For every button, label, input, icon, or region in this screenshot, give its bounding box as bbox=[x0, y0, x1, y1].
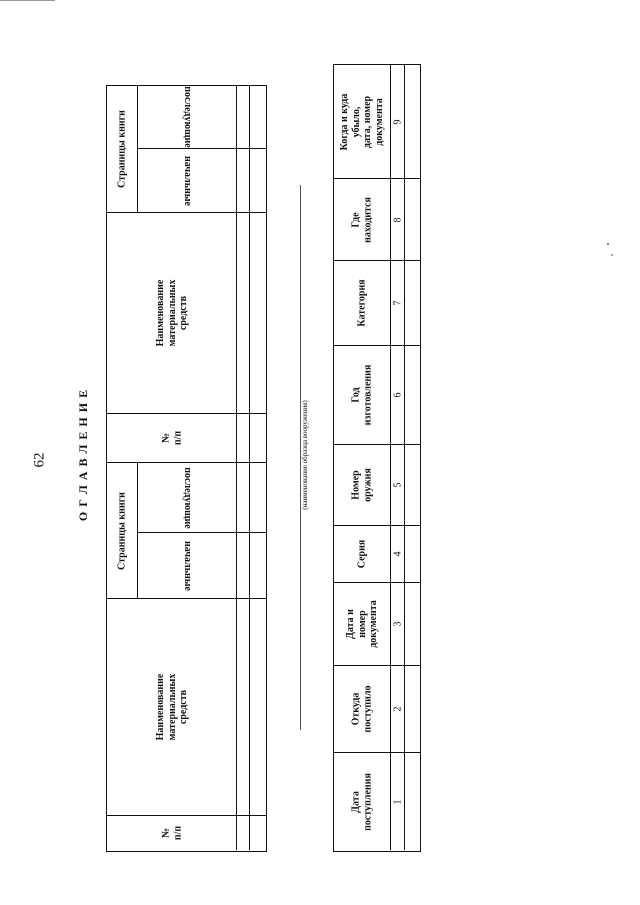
ledger-column-number: 9 bbox=[391, 119, 403, 124]
scan-edge-line bbox=[0, 0, 55, 1]
ledger-header-cell: Категория bbox=[356, 279, 368, 327]
scan-speck bbox=[611, 254, 613, 256]
toc-num-header: № п/п bbox=[160, 825, 183, 841]
ledger-column-number: 6 bbox=[391, 392, 403, 398]
toc-name-header: Наименование материальных средств bbox=[154, 673, 189, 741]
ledger-header-cell: Дата и номер документа bbox=[344, 600, 379, 648]
ledger-header-cell: Откуда поступило bbox=[350, 685, 373, 733]
ledger-header-cell: Серия bbox=[356, 539, 368, 569]
ledger-header-cell: Где находится bbox=[350, 196, 373, 243]
ledger-column-number: 8 bbox=[391, 217, 403, 222]
ledger-column-number: 1 bbox=[391, 799, 403, 804]
toc-num-header: № п/п bbox=[160, 430, 183, 446]
toc-end-pages-header: последующие bbox=[181, 86, 193, 148]
toc-pages-header: Страницы книги bbox=[116, 110, 128, 188]
toc-pages-header: Страницы книги bbox=[116, 491, 128, 570]
toc-end-pages-header: последующие bbox=[181, 466, 193, 529]
ledger-column-number: 5 bbox=[391, 482, 403, 488]
ledger-column-number: 3 bbox=[391, 621, 403, 627]
toc-start-pages-header: начальные bbox=[181, 540, 193, 591]
ledger-header-cell: Когда и куда убыло, дата, номер документа bbox=[339, 93, 385, 150]
weapon-name-caption: (наименование образца вооружения) bbox=[300, 400, 309, 510]
scan-speck bbox=[607, 243, 609, 245]
page-title: О Г Л А В Л Е Н И Е bbox=[76, 388, 91, 522]
toc-name-header: Наименование материальных средств bbox=[154, 279, 189, 347]
ledger-header-cell: Год изготовления bbox=[350, 364, 373, 426]
ledger-column-number: 7 bbox=[391, 300, 403, 306]
ledger-column-number: 4 bbox=[391, 551, 403, 557]
ledger-header-cell: Номер оружия bbox=[350, 468, 373, 502]
ledger-column-number: 2 bbox=[391, 706, 403, 712]
ledger-header-cell: Дата поступления bbox=[350, 772, 373, 831]
toc-start-pages-header: начальные bbox=[181, 155, 193, 206]
page-number: 62 bbox=[31, 452, 48, 468]
